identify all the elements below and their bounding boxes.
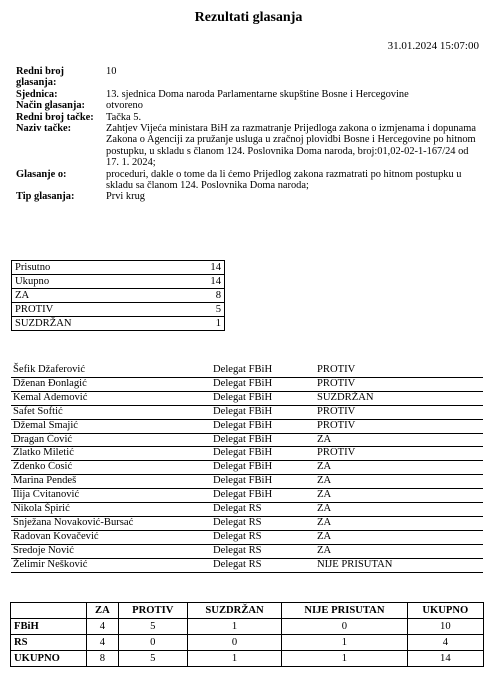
summary-cell: 1 xyxy=(282,635,408,651)
delegate-name: Dženan Đonlagić xyxy=(11,377,211,391)
count-value: 1 xyxy=(158,317,225,331)
delegate-row xyxy=(11,391,483,405)
metadata-row xyxy=(16,123,481,169)
delegate-row xyxy=(11,530,483,544)
count-label: SUZDRŽAN xyxy=(12,317,159,331)
delegate-row xyxy=(11,558,483,572)
summary-cell: 14 xyxy=(407,651,483,667)
summary-table xyxy=(10,602,484,667)
summary-cell: 0 xyxy=(118,635,187,651)
delegate-vote: ZA xyxy=(315,516,483,530)
delegate-group: Delegat RS xyxy=(211,558,315,572)
delegate-name: Nikola Špirić xyxy=(11,503,211,517)
summary-row-label: UKUPNO xyxy=(11,651,87,667)
delegate-group: Delegat RS xyxy=(211,516,315,530)
delegate-row xyxy=(11,419,483,433)
delegate-vote: ZA xyxy=(315,530,483,544)
delegate-name: Zdenko Ćosić xyxy=(11,461,211,475)
delegate-group: Delegat FBiH xyxy=(211,475,315,489)
delegate-name: Marina Pendeš xyxy=(11,475,211,489)
summary-header: ZA xyxy=(87,603,118,619)
delegate-name: Snježana Novaković-Bursać xyxy=(11,516,211,530)
summary-cell: 0 xyxy=(188,635,282,651)
delegate-vote: ZA xyxy=(315,544,483,558)
delegate-group: Delegat RS xyxy=(211,530,315,544)
delegate-row xyxy=(11,377,483,391)
count-value: 8 xyxy=(158,289,225,303)
summary-cell: 4 xyxy=(407,635,483,651)
summary-row xyxy=(11,651,484,667)
count-value: 5 xyxy=(158,303,225,317)
delegate-vote: PROTIV xyxy=(315,364,483,377)
vote-datetime: 31.01.2024 15:07:00 xyxy=(387,40,479,52)
metadata-row xyxy=(16,169,481,192)
delegate-name: Safet Softić xyxy=(11,405,211,419)
delegate-name: Šefik Džaferović xyxy=(11,364,211,377)
summary-cell: 0 xyxy=(282,619,408,635)
metadata-value: proceduri, dakle o tome da li ćemo Prijedlog zakona razmatrati po hitnom postupku u skladu sa članom 124. Poslovnika Doma naroda; xyxy=(106,168,462,192)
summary-header: SUZDRŽAN xyxy=(188,603,282,619)
delegate-vote: ZA xyxy=(315,461,483,475)
delegate-vote: PROTIV xyxy=(315,419,483,433)
delegate-group: Delegat FBiH xyxy=(211,419,315,433)
count-label: Ukupno xyxy=(12,275,159,289)
metadata-key: Sjednica: xyxy=(16,88,58,100)
delegate-row xyxy=(11,405,483,419)
delegate-name: Ilija Cvitanović xyxy=(11,489,211,503)
count-row xyxy=(12,317,225,331)
delegate-group: Delegat FBiH xyxy=(211,447,315,461)
count-row xyxy=(12,261,225,275)
delegate-vote: SUZDRŽAN xyxy=(315,391,483,405)
summary-header: UKUPNO xyxy=(407,603,483,619)
delegate-group: Delegat FBiH xyxy=(211,405,315,419)
summary-header: PROTIV xyxy=(118,603,187,619)
metadata-value: otvoreno xyxy=(106,100,143,112)
summary-cell: 4 xyxy=(87,635,118,651)
metadata-key: Tip glasanja: xyxy=(16,191,75,203)
metadata-value: Tačka 5. xyxy=(106,111,142,123)
metadata-key: Način glasanja: xyxy=(16,100,85,112)
metadata-value: 13. sjednica Doma naroda Parlamentarne skupštine Bosne i Hercegovine xyxy=(106,88,409,100)
count-label: PROTIV xyxy=(12,303,159,317)
metadata-key: Glasanje o: xyxy=(16,168,67,180)
delegate-group: Delegat RS xyxy=(211,503,315,517)
summary-row-label: RS xyxy=(11,635,87,651)
metadata-key: Naziv tačke: xyxy=(16,123,72,135)
delegate-vote: PROTIV xyxy=(315,405,483,419)
summary-cell: 1 xyxy=(188,651,282,667)
summary-row xyxy=(11,635,484,651)
delegate-votes-table xyxy=(11,364,483,573)
count-row xyxy=(12,303,225,317)
delegate-group: Delegat FBiH xyxy=(211,433,315,447)
delegate-name: Želimir Nešković xyxy=(11,558,211,572)
metadata-value: Zahtjev Vijeća ministara BiH za razmatranje Prijedloga zakona o izmjenama i dopunama Zakona o Agenciji za pružanje usluga u zračnoj plovidbi Bosne i Hercegovine po hitnom postupku, u skladu s članom 124. Poslovnika Doma naroda, broj:01,02-02-1-167/24 od 17. 1. 2024; xyxy=(106,123,476,169)
vote-metadata xyxy=(16,66,481,203)
delegate-row xyxy=(11,503,483,517)
delegate-vote: PROTIV xyxy=(315,447,483,461)
count-label: Prisutno xyxy=(12,261,159,275)
delegate-row xyxy=(11,447,483,461)
metadata-key: Redni broj tačke: xyxy=(16,111,94,123)
metadata-row xyxy=(16,100,481,111)
summary-cell: 1 xyxy=(188,619,282,635)
delegate-group: Delegat RS xyxy=(211,544,315,558)
delegate-vote: ZA xyxy=(315,489,483,503)
delegate-vote: NIJE PRISUTAN xyxy=(315,558,483,572)
summary-cell: 5 xyxy=(118,619,187,635)
metadata-value: Prvi krug xyxy=(106,191,145,203)
delegate-name: Zlatko Miletić xyxy=(11,447,211,461)
summary-cell: 10 xyxy=(407,619,483,635)
delegate-row xyxy=(11,433,483,447)
delegate-name: Kemal Ademović xyxy=(11,391,211,405)
count-row xyxy=(12,275,225,289)
delegate-row xyxy=(11,364,483,377)
summary-cell: 1 xyxy=(282,651,408,667)
summary-cell: 4 xyxy=(87,619,118,635)
delegate-row xyxy=(11,544,483,558)
delegate-row xyxy=(11,489,483,503)
metadata-row xyxy=(16,66,481,89)
count-label: ZA xyxy=(12,289,159,303)
delegate-vote: PROTIV xyxy=(315,377,483,391)
summary-cell: 8 xyxy=(87,651,118,667)
count-row xyxy=(12,289,225,303)
summary-header xyxy=(11,603,87,619)
summary-header: NIJE PRISUTAN xyxy=(282,603,408,619)
delegate-vote: ZA xyxy=(315,433,483,447)
delegate-name: Džemal Smajić xyxy=(11,419,211,433)
document-title: Rezultati glasanja xyxy=(194,10,303,25)
delegate-vote: ZA xyxy=(315,503,483,517)
delegate-name: Radovan Kovačević xyxy=(11,530,211,544)
delegate-group: Delegat FBiH xyxy=(211,489,315,503)
delegate-group: Delegat FBiH xyxy=(211,364,315,377)
count-value: 14 xyxy=(158,261,225,275)
metadata-row xyxy=(16,112,481,123)
metadata-value: 10 xyxy=(106,66,117,77)
summary-cell: 5 xyxy=(118,651,187,667)
delegate-name: Dragan Čović xyxy=(11,433,211,447)
metadata-row xyxy=(16,89,481,100)
summary-row-label: FBiH xyxy=(11,619,87,635)
delegate-group: Delegat FBiH xyxy=(211,377,315,391)
delegate-row xyxy=(11,461,483,475)
summary-row xyxy=(11,619,484,635)
vote-counts-table xyxy=(11,260,225,331)
delegate-row xyxy=(11,516,483,530)
metadata-key: Redni broj glasanja: xyxy=(16,66,65,89)
delegate-group: Delegat FBiH xyxy=(211,461,315,475)
delegate-group: Delegat FBiH xyxy=(211,391,315,405)
metadata-row xyxy=(16,191,481,202)
delegate-row xyxy=(11,475,483,489)
delegate-name: Sredoje Nović xyxy=(11,544,211,558)
delegate-vote: ZA xyxy=(315,475,483,489)
count-value: 14 xyxy=(158,275,225,289)
